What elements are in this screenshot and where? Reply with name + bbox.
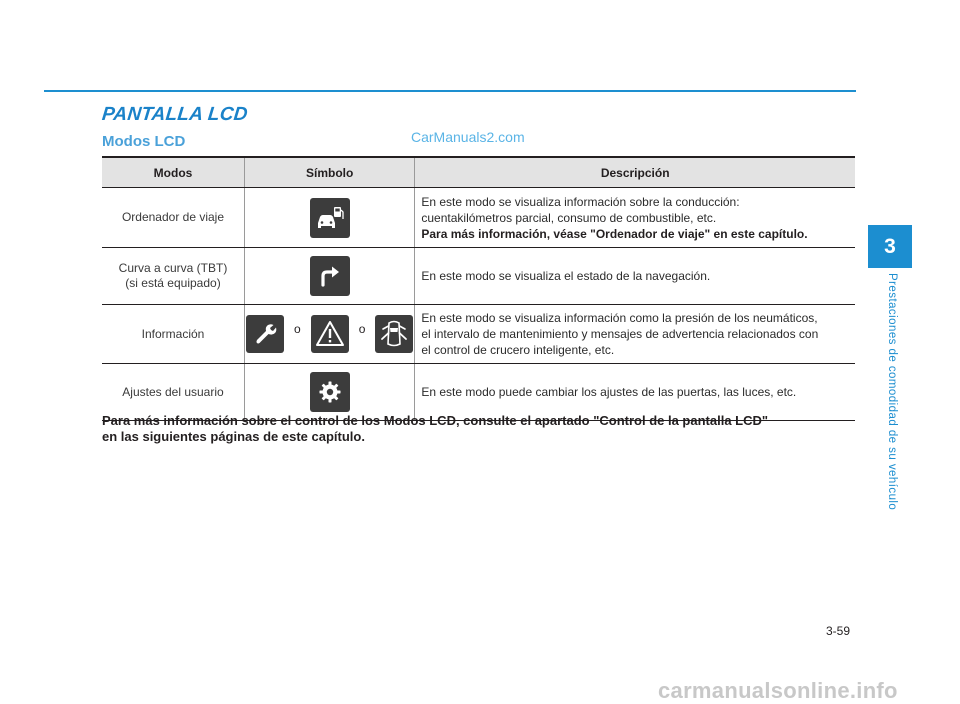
chapter-tab: 3 <box>868 225 912 268</box>
description-turn-by-turn <box>415 248 855 305</box>
footnote-line: Para más información sobre el control de los Modos LCD, consulte el apartado "Control de la pantalla LCD" <box>102 413 769 428</box>
description-line: En este modo se visualiza información sobre la conducción: <box>421 194 740 209</box>
mode-note: (si está equipado) <box>125 276 221 290</box>
mode-trip-computer: Ordenador de viaje <box>102 188 245 248</box>
chapter-title-vertical <box>886 273 898 528</box>
description-line: En este modo se visualiza el estado de la navegación. <box>421 269 711 283</box>
footnote-line: en las siguientes páginas de este capítulo. <box>102 429 365 444</box>
header-description: Descripción <box>415 157 855 188</box>
header-modes: Modos <box>102 157 245 188</box>
table-row <box>102 305 855 364</box>
section-title: PANTALLA LCD <box>100 104 249 125</box>
mode-turn-by-turn <box>102 248 245 305</box>
description-user-settings <box>415 364 855 421</box>
description-line: En este modo se visualiza información como la presión de los neumáticos, <box>421 311 818 325</box>
top-divider <box>44 90 856 92</box>
page-number: 3-59 <box>826 624 851 638</box>
table-row <box>102 188 855 248</box>
description-trip-computer <box>415 188 855 248</box>
description-reference: Para más información, véase "Ordenador de viaje" en este capítulo. <box>421 226 808 241</box>
description-line: el intervalo de mantenimiento y mensajes de advertencia relacionados con <box>421 327 819 341</box>
page-subtitle: Modos LCD <box>102 133 186 150</box>
turn-arrow-icon <box>310 256 350 296</box>
symbol-cell <box>245 305 415 364</box>
table-header-row <box>102 157 855 188</box>
table-row <box>102 248 855 305</box>
watermark-top: CarManuals2.com <box>411 129 525 145</box>
watermark-bottom: carmanualsonline.info <box>658 678 898 703</box>
lcd-modes-table <box>102 156 855 421</box>
symbol-cell <box>245 364 415 421</box>
symbol-cell <box>245 248 415 305</box>
symbol-group <box>246 315 413 353</box>
description-information <box>415 305 855 364</box>
gear-icon <box>310 372 350 412</box>
footnote <box>102 413 862 445</box>
description-line: En este modo puede cambiar los ajustes de las puertas, las luces, etc. <box>421 385 797 399</box>
or-separator: o <box>358 322 366 336</box>
warning-triangle-icon <box>311 315 349 353</box>
car-fuel-icon <box>310 198 350 238</box>
mode-user-settings: Ajustes del usuario <box>102 364 245 421</box>
wrench-icon <box>246 315 284 353</box>
description-line: el control de crucero inteligente, etc. <box>421 343 615 357</box>
mode-label: Curva a curva (TBT) <box>118 261 228 275</box>
chapter-title-text: Prestaciones de comodidad de su vehículo <box>886 273 898 511</box>
header-symbol: Símbolo <box>245 157 415 188</box>
description-line: cuentakilómetros parcial, consumo de combustible, etc. <box>421 210 717 225</box>
mode-information: Información <box>102 305 245 364</box>
or-separator: o <box>294 322 301 336</box>
car-doors-open-icon <box>375 315 413 353</box>
symbol-cell <box>245 188 415 248</box>
table-row <box>102 364 855 421</box>
